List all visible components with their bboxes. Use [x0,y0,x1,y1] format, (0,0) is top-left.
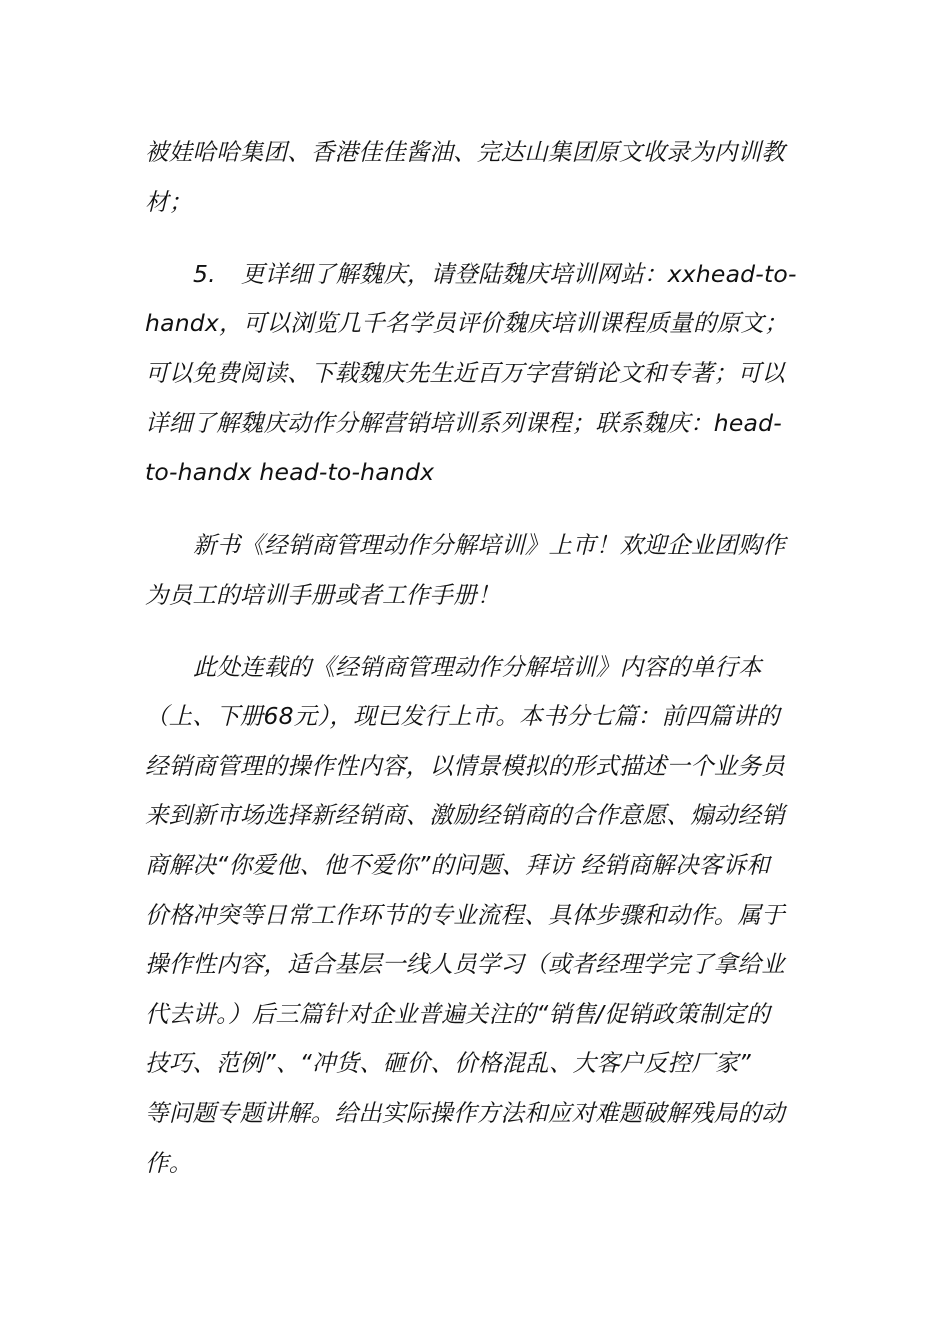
paragraph-3-line-2: 为员工的培训手册或者工作手册！ [145,581,501,609]
list-number: 5. [193,260,216,288]
paragraph-4-line-10: 等问题专题讲解。给出实际操作方法和应对难题破解残局的动 [145,1099,785,1127]
paragraph-4-line-7: 操作性内容，适合基层一线人员学习（或者经理学完了拿给业 [145,950,785,978]
paragraph-4-line-3: 经销商管理的操作性内容，以情景模拟的形式描述一个业务员 [145,752,785,780]
paragraph-1-line-1: 被娃哈哈集团、香港佳佳酱油、完达山集团原文收录为内训教 [145,138,785,166]
paragraph-2-line-4: 详细了解魏庆动作分解营销培训系列课程；联系魏庆：head- [145,409,782,437]
paragraph-4-line-9: 技巧、范例”、“冲货、砸价、价格混乱、大客户反控厂家” [145,1049,751,1077]
paragraph-4-line-4: 来到新市场选择新经销商、激励经销商的合作意愿、煽动经销 [145,801,785,829]
paragraph-4-line-6: 价格冲突等日常工作环节的专业流程、具体步骤和动作。属于 [145,901,785,929]
paragraph-2-line-1 [193,259,797,289]
paragraph-4-line-11: 作。 [145,1149,193,1177]
paragraph-4-line-2: （上、下册68元），现已发行上市。本书分七篇：前四篇讲的 [145,702,780,730]
paragraph-4-line-8: 代去讲。）后三篇针对企业普遍关注的“销售/促销政策制定的 [145,1000,770,1028]
paragraph-3-line-1: 新书《经销商管理动作分解培训》上市！欢迎企业团购作 [193,531,786,559]
paragraph-2-line-2: handx，可以浏览几千名学员评价魏庆培训课程质量的原文； [145,309,788,337]
paragraph-2-line-3: 可以免费阅读、下载魏庆先生近百万字营销论文和专著；可以 [145,359,785,387]
paragraph-4-line-5: 商解决“你爱他、他不爱你”的问题、拜访 经销商解决客诉和 [145,851,770,879]
paragraph-1-line-2: 材； [145,188,193,216]
paragraph-2-line-5: to-handx head-to-handx [145,458,435,486]
paragraph-2-line-1-text: 更详细了解魏庆，请登陆魏庆培训网站：xxhead-to- [241,260,797,288]
paragraph-4-line-1: 此处连载的《经销商管理动作分解培训》内容的单行本 [193,653,762,681]
